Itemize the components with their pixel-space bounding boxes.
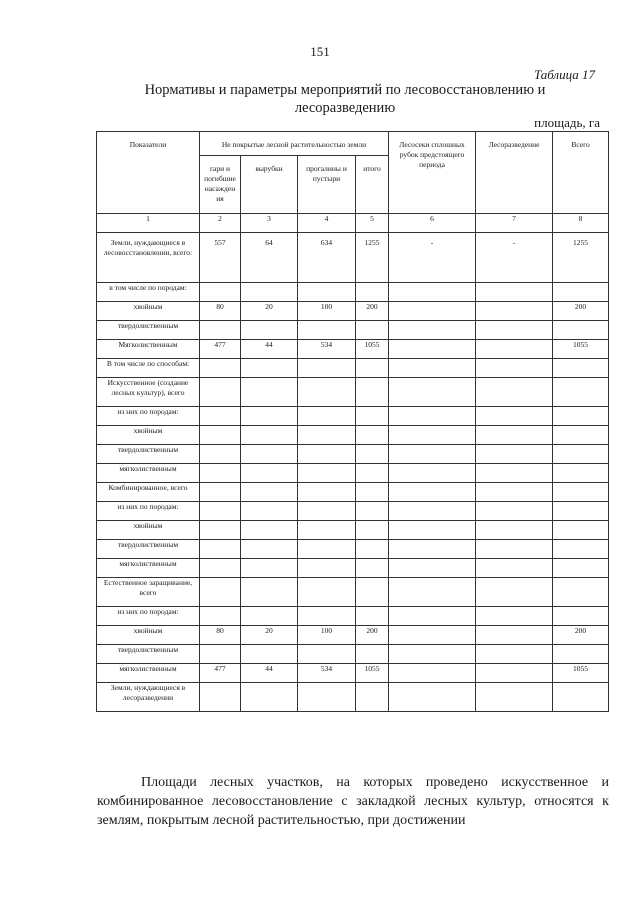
table-cell: 477 bbox=[200, 340, 241, 359]
table-cell bbox=[200, 578, 241, 607]
table-cell bbox=[389, 607, 476, 626]
header-not-covered: Не покрытые лесной растительностью земли bbox=[200, 132, 389, 156]
table-cell bbox=[476, 445, 553, 464]
table-cell bbox=[241, 683, 298, 712]
table-cell bbox=[298, 464, 356, 483]
header-cuttings: вырубки bbox=[241, 156, 298, 214]
column-number: 7 bbox=[476, 214, 553, 233]
table-cell bbox=[553, 283, 609, 302]
table-cell: 64 bbox=[241, 233, 298, 283]
table-cell bbox=[476, 483, 553, 502]
table-cell bbox=[298, 578, 356, 607]
table-cell bbox=[476, 683, 553, 712]
table-cell: 200 bbox=[356, 302, 389, 321]
table-cell bbox=[356, 521, 389, 540]
table-cell bbox=[476, 407, 553, 426]
table-cell bbox=[389, 483, 476, 502]
table-cell: 634 bbox=[298, 233, 356, 283]
table-cell bbox=[389, 464, 476, 483]
table-cell bbox=[476, 359, 553, 378]
table-cell bbox=[298, 359, 356, 378]
table-cell: 80 bbox=[200, 302, 241, 321]
table-cell bbox=[200, 321, 241, 340]
row-label: Мягколиственным bbox=[97, 340, 200, 359]
table-cell: 1055 bbox=[553, 664, 609, 683]
table-cell bbox=[200, 407, 241, 426]
table-row bbox=[97, 521, 609, 540]
table-cell bbox=[241, 464, 298, 483]
table-cell: 1055 bbox=[553, 340, 609, 359]
table-cell bbox=[553, 521, 609, 540]
table-cell bbox=[389, 359, 476, 378]
table-cell bbox=[553, 321, 609, 340]
column-number: 4 bbox=[298, 214, 356, 233]
table-cell bbox=[553, 445, 609, 464]
table-cell bbox=[241, 559, 298, 578]
table-cell bbox=[476, 607, 553, 626]
table-cell: 100 bbox=[298, 302, 356, 321]
table-cell bbox=[200, 359, 241, 378]
table-cell bbox=[476, 664, 553, 683]
table-row bbox=[97, 407, 609, 426]
table-cell bbox=[476, 321, 553, 340]
table-row bbox=[97, 302, 609, 321]
table-cell: 100 bbox=[298, 626, 356, 645]
table-cell bbox=[298, 559, 356, 578]
table-cell bbox=[298, 483, 356, 502]
table-cell bbox=[553, 378, 609, 407]
table-cell bbox=[200, 607, 241, 626]
table-cell bbox=[200, 645, 241, 664]
table-cell: 1255 bbox=[356, 233, 389, 283]
table-cell bbox=[298, 683, 356, 712]
table-body bbox=[97, 233, 609, 712]
table-cell bbox=[356, 464, 389, 483]
table-cell: 200 bbox=[553, 626, 609, 645]
table-cell bbox=[476, 464, 553, 483]
table-cell bbox=[200, 502, 241, 521]
column-number: 2 bbox=[200, 214, 241, 233]
table-cell bbox=[553, 578, 609, 607]
table-cell bbox=[476, 378, 553, 407]
table-cell bbox=[200, 283, 241, 302]
header-glades: прогалины и пустыри bbox=[298, 156, 356, 214]
row-label: твердолиственным bbox=[97, 540, 200, 559]
row-label: Естественное заращивание, всего bbox=[97, 578, 200, 607]
table-row bbox=[97, 233, 609, 283]
table-cell: 80 bbox=[200, 626, 241, 645]
table-cell bbox=[241, 607, 298, 626]
table-cell bbox=[476, 502, 553, 521]
table-cell bbox=[553, 464, 609, 483]
table-cell bbox=[241, 378, 298, 407]
table-cell bbox=[298, 607, 356, 626]
table-cell bbox=[389, 445, 476, 464]
row-label: твердолиственным bbox=[97, 445, 200, 464]
column-number: 5 bbox=[356, 214, 389, 233]
table-cell bbox=[298, 540, 356, 559]
table-row bbox=[97, 540, 609, 559]
table-cell bbox=[356, 502, 389, 521]
table-cell bbox=[356, 645, 389, 664]
table-cell bbox=[241, 502, 298, 521]
column-number: 8 bbox=[553, 214, 609, 233]
row-label: мягколиственным bbox=[97, 559, 200, 578]
table-cell bbox=[389, 559, 476, 578]
row-label: твердолиственным bbox=[97, 321, 200, 340]
row-label: Искусственное (создание лесных культур), всего bbox=[97, 378, 200, 407]
table-cell bbox=[553, 607, 609, 626]
table-cell bbox=[241, 445, 298, 464]
header-indicators: Показатели bbox=[97, 132, 200, 214]
norms-table bbox=[96, 131, 609, 712]
table-cell bbox=[356, 445, 389, 464]
table-cell bbox=[389, 378, 476, 407]
table-cell: 44 bbox=[241, 664, 298, 683]
table-cell bbox=[356, 578, 389, 607]
row-label: хвойным bbox=[97, 626, 200, 645]
table-cell bbox=[476, 578, 553, 607]
row-label: из них по породам: bbox=[97, 407, 200, 426]
column-number: 6 bbox=[389, 214, 476, 233]
row-label: мягколиственным bbox=[97, 464, 200, 483]
table-cell bbox=[356, 607, 389, 626]
unit-label: площадь, га bbox=[534, 115, 600, 130]
row-label: В том числе по способам: bbox=[97, 359, 200, 378]
header-subtotal: итого bbox=[356, 156, 389, 214]
table-cell bbox=[389, 426, 476, 445]
column-number: 3 bbox=[241, 214, 298, 233]
table-row bbox=[97, 502, 609, 521]
table-cell bbox=[476, 521, 553, 540]
table-cell bbox=[356, 407, 389, 426]
table-cell bbox=[298, 521, 356, 540]
row-label: хвойным bbox=[97, 426, 200, 445]
table-cell bbox=[298, 645, 356, 664]
table-cell bbox=[476, 340, 553, 359]
table-cell bbox=[298, 321, 356, 340]
table-cell bbox=[200, 521, 241, 540]
table-cell bbox=[389, 340, 476, 359]
row-label: в том числе по породам: bbox=[97, 283, 200, 302]
table-cell: - bbox=[389, 233, 476, 283]
table-row bbox=[97, 426, 609, 445]
table-cell bbox=[241, 578, 298, 607]
table-cell: 200 bbox=[356, 626, 389, 645]
header-burned: гари и погибшие насажден ия bbox=[200, 156, 241, 214]
table-cell bbox=[356, 321, 389, 340]
document-title: Нормативы и параметры мероприятий по лесовосстановлению и лесоразведению bbox=[144, 82, 546, 116]
table-cell bbox=[553, 559, 609, 578]
table-row bbox=[97, 664, 609, 683]
table-row bbox=[97, 359, 609, 378]
table-cell bbox=[476, 645, 553, 664]
table-cell bbox=[476, 559, 553, 578]
table-cell bbox=[389, 502, 476, 521]
table-row bbox=[97, 683, 609, 712]
row-label: Земли, нуждающиеся в лесоразведении bbox=[97, 683, 200, 712]
table-cell bbox=[200, 559, 241, 578]
table-cell bbox=[389, 321, 476, 340]
row-label: из них по породам: bbox=[97, 607, 200, 626]
table-cell bbox=[389, 283, 476, 302]
table-cell bbox=[241, 359, 298, 378]
table-cell bbox=[356, 378, 389, 407]
table-cell bbox=[476, 426, 553, 445]
table-cell: 1055 bbox=[356, 340, 389, 359]
table-row bbox=[97, 607, 609, 626]
row-label: Земли, нуждающиеся в лесовосстановлении, всего: bbox=[97, 233, 200, 283]
table-cell bbox=[389, 578, 476, 607]
table-cell bbox=[389, 645, 476, 664]
table-row bbox=[97, 340, 609, 359]
table-cell: 1255 bbox=[553, 233, 609, 283]
row-label: хвойным bbox=[97, 302, 200, 321]
table-cell bbox=[553, 483, 609, 502]
table-cell: 534 bbox=[298, 664, 356, 683]
table-cell bbox=[356, 540, 389, 559]
table-row bbox=[97, 559, 609, 578]
table-cell bbox=[200, 445, 241, 464]
table-cell: 477 bbox=[200, 664, 241, 683]
table-cell bbox=[389, 664, 476, 683]
table-cell bbox=[241, 321, 298, 340]
table-cell bbox=[356, 359, 389, 378]
row-label: хвойным bbox=[97, 521, 200, 540]
table-cell: 44 bbox=[241, 340, 298, 359]
table-cell bbox=[553, 359, 609, 378]
table-cell bbox=[298, 445, 356, 464]
body-paragraph: Площади лесных участков, на которых проведено искусственное и комбинированное лесовосстановление с закладкой лесных культур, относятся к землям, покрытым лесной растительностью, при достижении bbox=[97, 775, 609, 828]
row-label: твердолиственным bbox=[97, 645, 200, 664]
table-row bbox=[97, 578, 609, 607]
table-cell: 557 bbox=[200, 233, 241, 283]
table-cell bbox=[241, 521, 298, 540]
table-cell bbox=[241, 407, 298, 426]
row-label: мягколиственным bbox=[97, 664, 200, 683]
table-cell bbox=[298, 283, 356, 302]
table-cell bbox=[241, 483, 298, 502]
column-number: 1 bbox=[97, 214, 200, 233]
table-cell bbox=[200, 540, 241, 559]
table-row bbox=[97, 321, 609, 340]
table-label: Таблица 17 bbox=[533, 67, 595, 82]
header-afforestation: Лесоразведение bbox=[476, 132, 553, 214]
table-cell bbox=[553, 502, 609, 521]
table-cell bbox=[298, 426, 356, 445]
table-cell: 20 bbox=[241, 626, 298, 645]
table-cell: 1055 bbox=[356, 664, 389, 683]
table-cell bbox=[476, 540, 553, 559]
table-cell bbox=[389, 302, 476, 321]
table-cell bbox=[553, 540, 609, 559]
table-cell bbox=[200, 378, 241, 407]
row-label: Комбинированное, всего bbox=[97, 483, 200, 502]
table-cell bbox=[200, 426, 241, 445]
table-cell bbox=[200, 683, 241, 712]
header-clearcuts: Лесосеки сплошных рубок предстоящего периода bbox=[389, 132, 476, 214]
table-cell bbox=[200, 464, 241, 483]
table-cell bbox=[389, 521, 476, 540]
table-cell: 200 bbox=[553, 302, 609, 321]
table-cell bbox=[476, 626, 553, 645]
table-cell bbox=[356, 559, 389, 578]
table-cell bbox=[356, 683, 389, 712]
table-cell bbox=[389, 626, 476, 645]
table-cell bbox=[389, 540, 476, 559]
table-cell bbox=[553, 426, 609, 445]
table-cell bbox=[553, 645, 609, 664]
table-cell bbox=[553, 407, 609, 426]
table-cell bbox=[356, 426, 389, 445]
row-label: из них по породам: bbox=[97, 502, 200, 521]
table-cell bbox=[476, 302, 553, 321]
table-cell bbox=[298, 378, 356, 407]
column-numbers-row bbox=[97, 214, 609, 233]
table-row bbox=[97, 464, 609, 483]
table-cell: 20 bbox=[241, 302, 298, 321]
table-row bbox=[97, 483, 609, 502]
table-cell bbox=[389, 407, 476, 426]
table-cell bbox=[356, 483, 389, 502]
table-cell bbox=[476, 283, 553, 302]
table-cell bbox=[298, 502, 356, 521]
header-total: Всего bbox=[553, 132, 609, 214]
table-cell bbox=[200, 483, 241, 502]
table-cell: - bbox=[476, 233, 553, 283]
table-cell bbox=[241, 540, 298, 559]
page-number: 151 bbox=[310, 44, 330, 59]
table-cell: 534 bbox=[298, 340, 356, 359]
table-cell bbox=[241, 426, 298, 445]
table-cell bbox=[298, 407, 356, 426]
table-row bbox=[97, 626, 609, 645]
table-cell bbox=[553, 683, 609, 712]
table-row bbox=[97, 445, 609, 464]
table-row bbox=[97, 283, 609, 302]
table-cell bbox=[241, 283, 298, 302]
table-cell bbox=[356, 283, 389, 302]
table-row bbox=[97, 378, 609, 407]
table-cell bbox=[389, 683, 476, 712]
table-row bbox=[97, 645, 609, 664]
table-cell bbox=[241, 645, 298, 664]
